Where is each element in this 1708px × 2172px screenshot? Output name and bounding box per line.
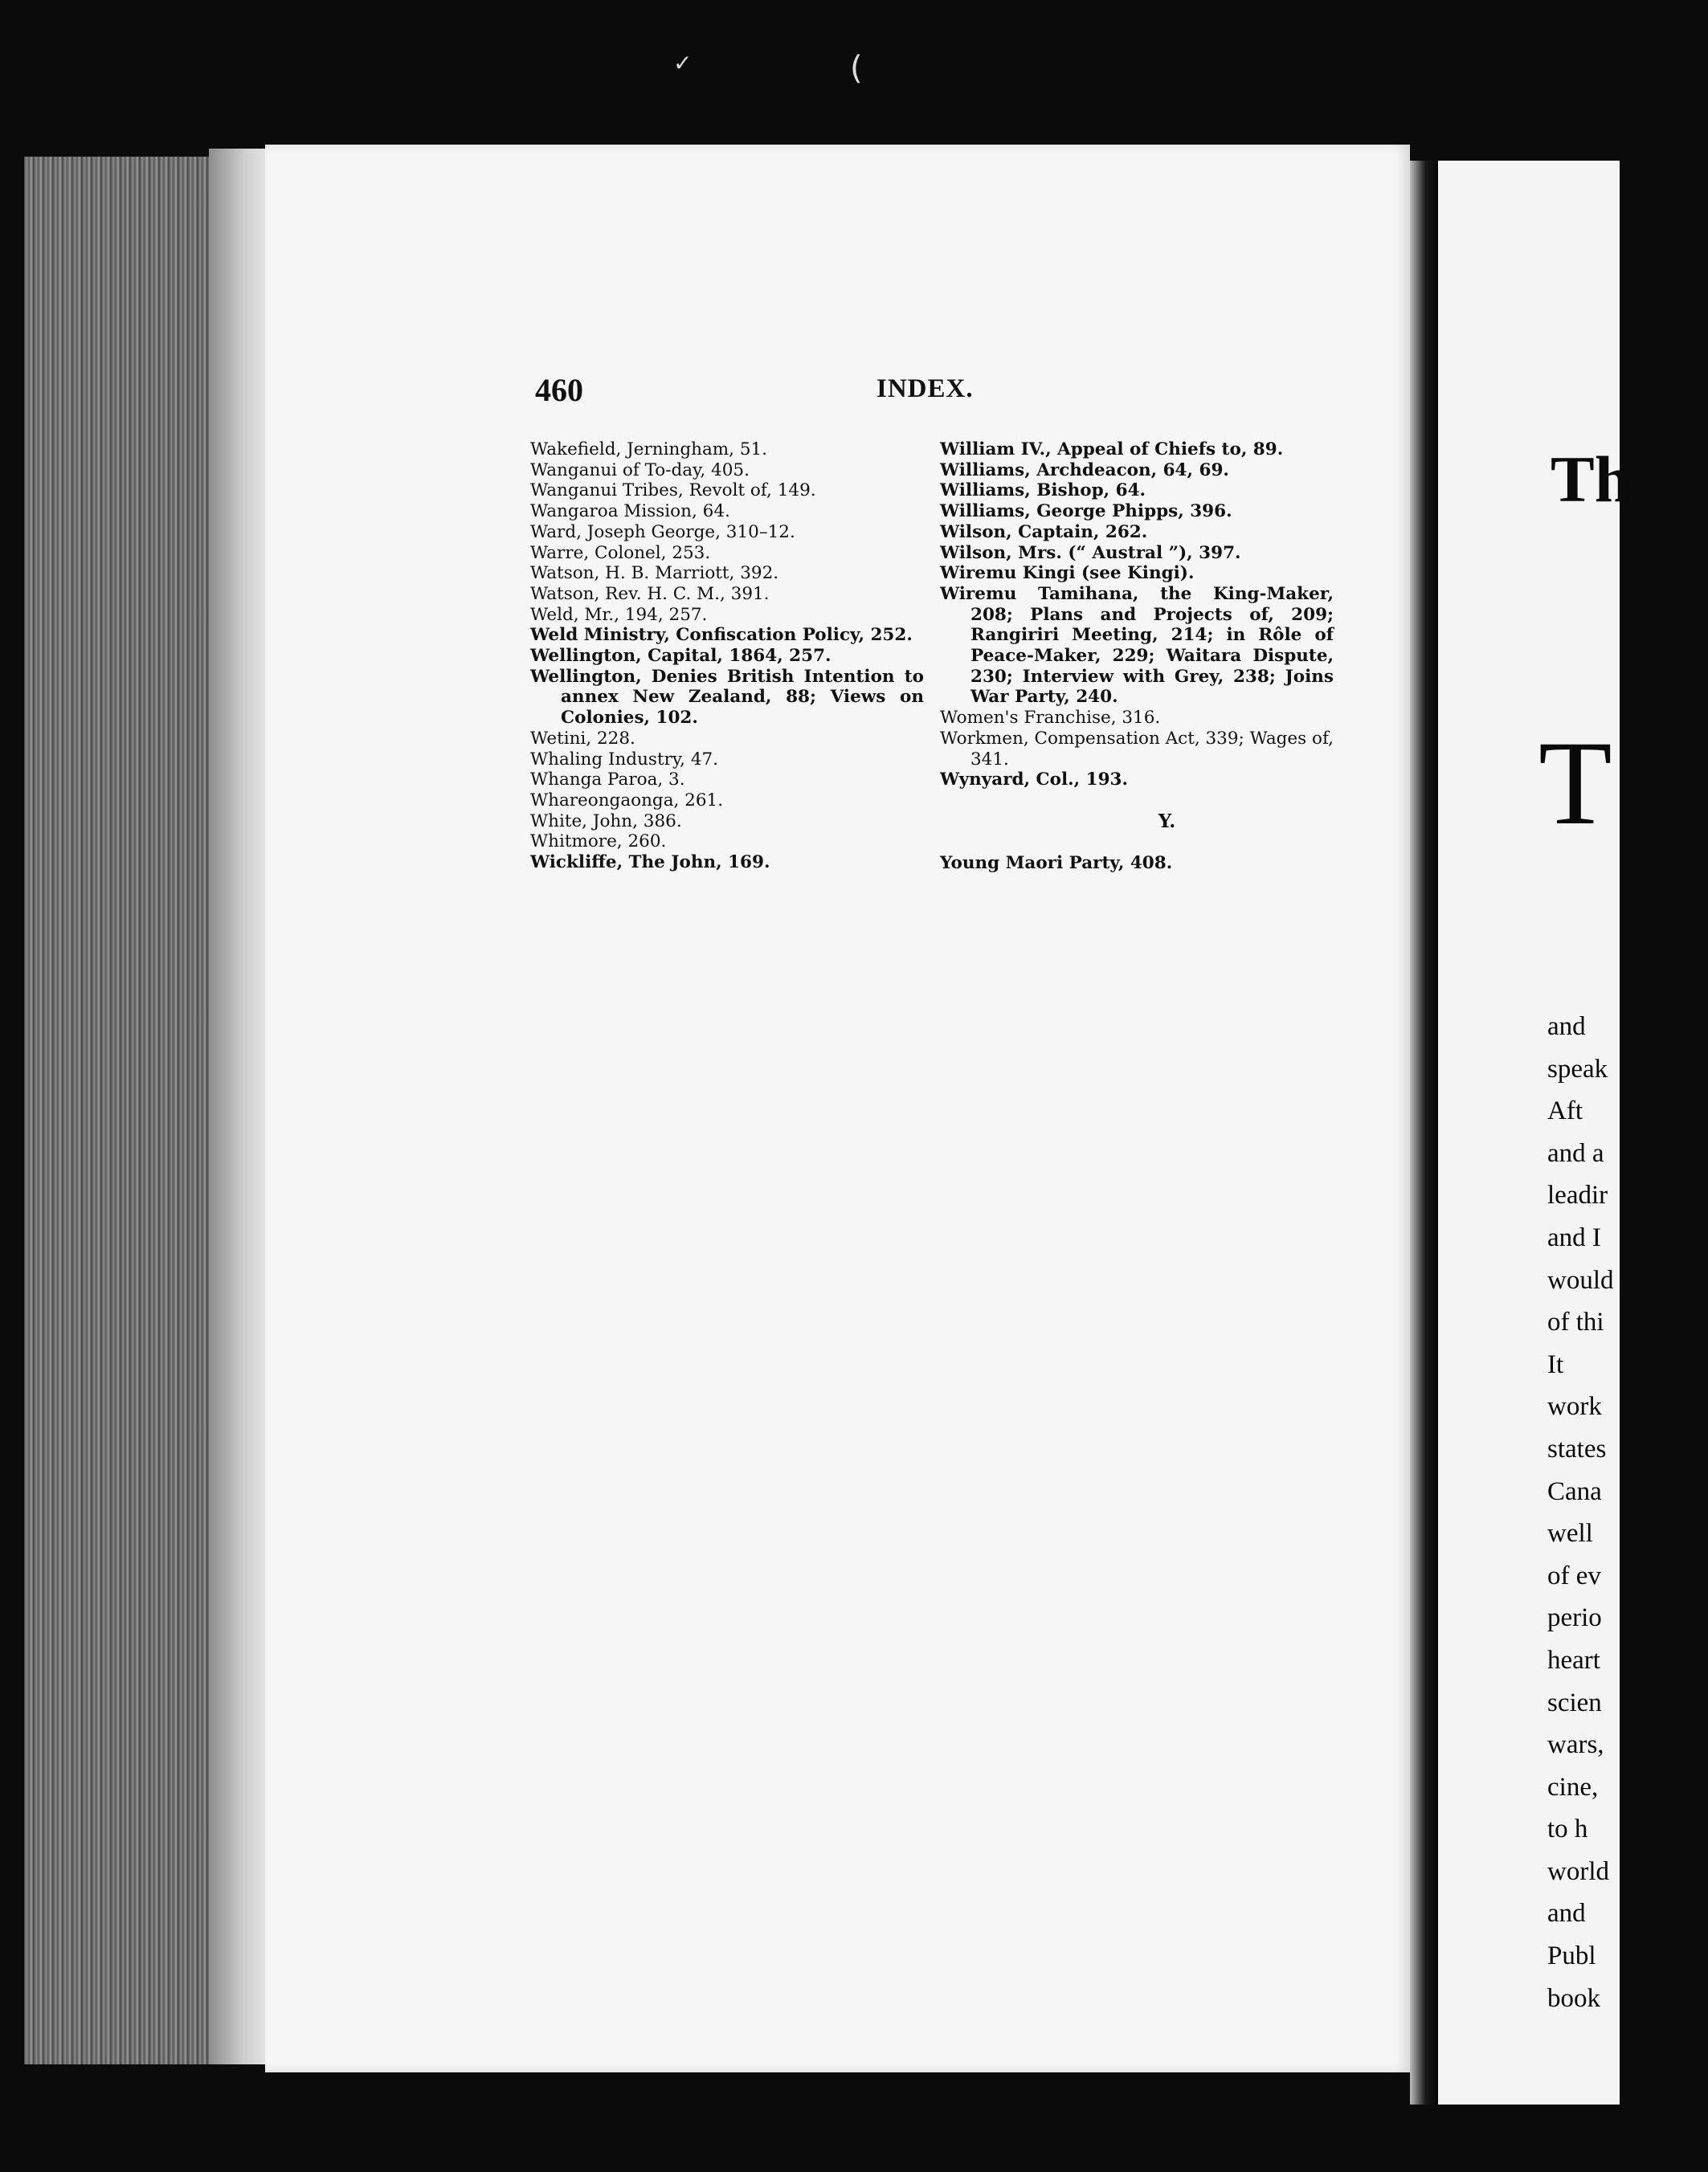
index-entry: Wilson, Mrs. (“ Austral ”), 397. — [940, 542, 1241, 563]
index-entry: Watson, H. B. Marriott, 392. — [530, 563, 779, 584]
index-entry: Wangaroa Mission, 64. — [530, 501, 730, 522]
index-entry: Weld Ministry, Confiscation Policy, 252. — [530, 625, 913, 646]
index-entry: Whanga Paroa, 3. — [530, 770, 685, 790]
index-entry: Wanganui of To-day, 405. — [530, 459, 750, 480]
index-entry: Women's Franchise, 316. — [940, 708, 1161, 729]
index-entry: Whareongaonga, 261. — [530, 790, 724, 810]
right-page-line: wars, — [1547, 1730, 1604, 1760]
index-entry: Wakefield, Jerningham, 51. — [530, 439, 768, 459]
right-page-line: and I — [1547, 1223, 1601, 1252]
left-page — [265, 145, 1410, 2072]
index-entry: White, John, 386. — [530, 810, 682, 831]
index-entry: Williams, Bishop, 64. — [940, 480, 1146, 501]
page-header — [535, 371, 1355, 411]
right-page-line: well — [1547, 1519, 1593, 1549]
right-page-line: perio — [1547, 1603, 1602, 1633]
scan-mark: ✓ — [673, 51, 693, 76]
page-number: 460 — [535, 372, 583, 408]
index-entry: Warre, Colonel, 253. — [530, 542, 711, 563]
index-entry: Williams, Archdeacon, 64, 69. — [940, 459, 1229, 480]
index-entry: Wanganui Tribes, Revolt of, 149. — [530, 480, 816, 501]
right-page-line: and — [1547, 1012, 1586, 1041]
drop-cap: T — [1538, 717, 1612, 850]
letter-heading: Y. — [1158, 810, 1176, 832]
index-entry: Workmen, Compensation Act, 339; Wages of, 341. — [940, 728, 1334, 770]
book-gutter — [1410, 161, 1438, 2105]
index-entry: Whitmore, 260. — [530, 831, 667, 852]
right-page-line: of ev — [1547, 1561, 1601, 1590]
index-entry: Wellington, Denies British Intention to annex New Zealand, 88; Views on Colonies, 102. — [530, 666, 924, 729]
index-entry: Williams, George Phipps, 396. — [940, 501, 1232, 522]
index-entry: Wiremu Tamihana, the King-Maker, 208; Plans and Projects of, 209; Rangiriri Meeting, 214; in Rôle of Peace-Maker, 229; Waitara Dispute, 230; Interview with Grey, 238; Joins War Party, 240. — [940, 583, 1334, 708]
right-page-line: Cana — [1547, 1476, 1602, 1506]
right-page-line: of thi — [1547, 1308, 1604, 1337]
index-entry: Wilson, Captain, 262. — [940, 521, 1148, 542]
right-page — [1438, 161, 1632, 2105]
index-column-right — [940, 439, 1334, 873]
index-entry: Wynyard, Col., 193. — [940, 770, 1128, 790]
index-entry: William IV., Appeal of Chiefs to, 89. — [940, 439, 1284, 459]
index-entry: Watson, Rev. H. C. M., 391. — [530, 583, 770, 604]
right-page-line: Aft — [1547, 1096, 1583, 1126]
index-entry: Wiremu Kingi (see Kingi). — [940, 563, 1195, 584]
index-entry: Wickliffe, The John, 169. — [530, 852, 770, 873]
right-page-line: to h — [1547, 1815, 1588, 1844]
right-page-line: work — [1547, 1392, 1602, 1422]
right-page-line: would — [1547, 1265, 1614, 1295]
right-page-line: states — [1547, 1434, 1607, 1464]
index-entry: Young Maori Party, 408. — [940, 852, 1173, 873]
right-page-title-fragment: Th — [1551, 443, 1632, 516]
index-entry: Wetini, 228. — [530, 728, 635, 749]
book-edge-highlight — [209, 149, 269, 2064]
index-column-left — [530, 439, 924, 873]
right-page-line: and — [1547, 1899, 1586, 1929]
running-head: INDEX. — [876, 374, 974, 403]
right-page-line: book — [1547, 1983, 1600, 2013]
right-page-line: Publ — [1547, 1941, 1596, 1971]
right-page-line: heart — [1547, 1645, 1600, 1675]
right-page-line: scien — [1547, 1688, 1602, 1717]
right-page-line: cine, — [1547, 1772, 1599, 1802]
right-page-line: and a — [1547, 1138, 1604, 1168]
index-entry: Ward, Joseph George, 310–12. — [530, 521, 795, 542]
right-page-line: It — [1547, 1349, 1564, 1379]
index-entry: Wellington, Capital, 1864, 257. — [530, 646, 832, 667]
index-entry: Whaling Industry, 47. — [530, 749, 719, 770]
index-entry: Weld, Mr., 194, 257. — [530, 604, 708, 625]
right-page-line: world — [1547, 1856, 1609, 1886]
right-page-text — [1547, 1006, 1708, 2019]
right-page-line: leadir — [1547, 1181, 1608, 1211]
scan-mark: ( — [850, 50, 863, 87]
right-page-line: speak — [1547, 1054, 1608, 1084]
